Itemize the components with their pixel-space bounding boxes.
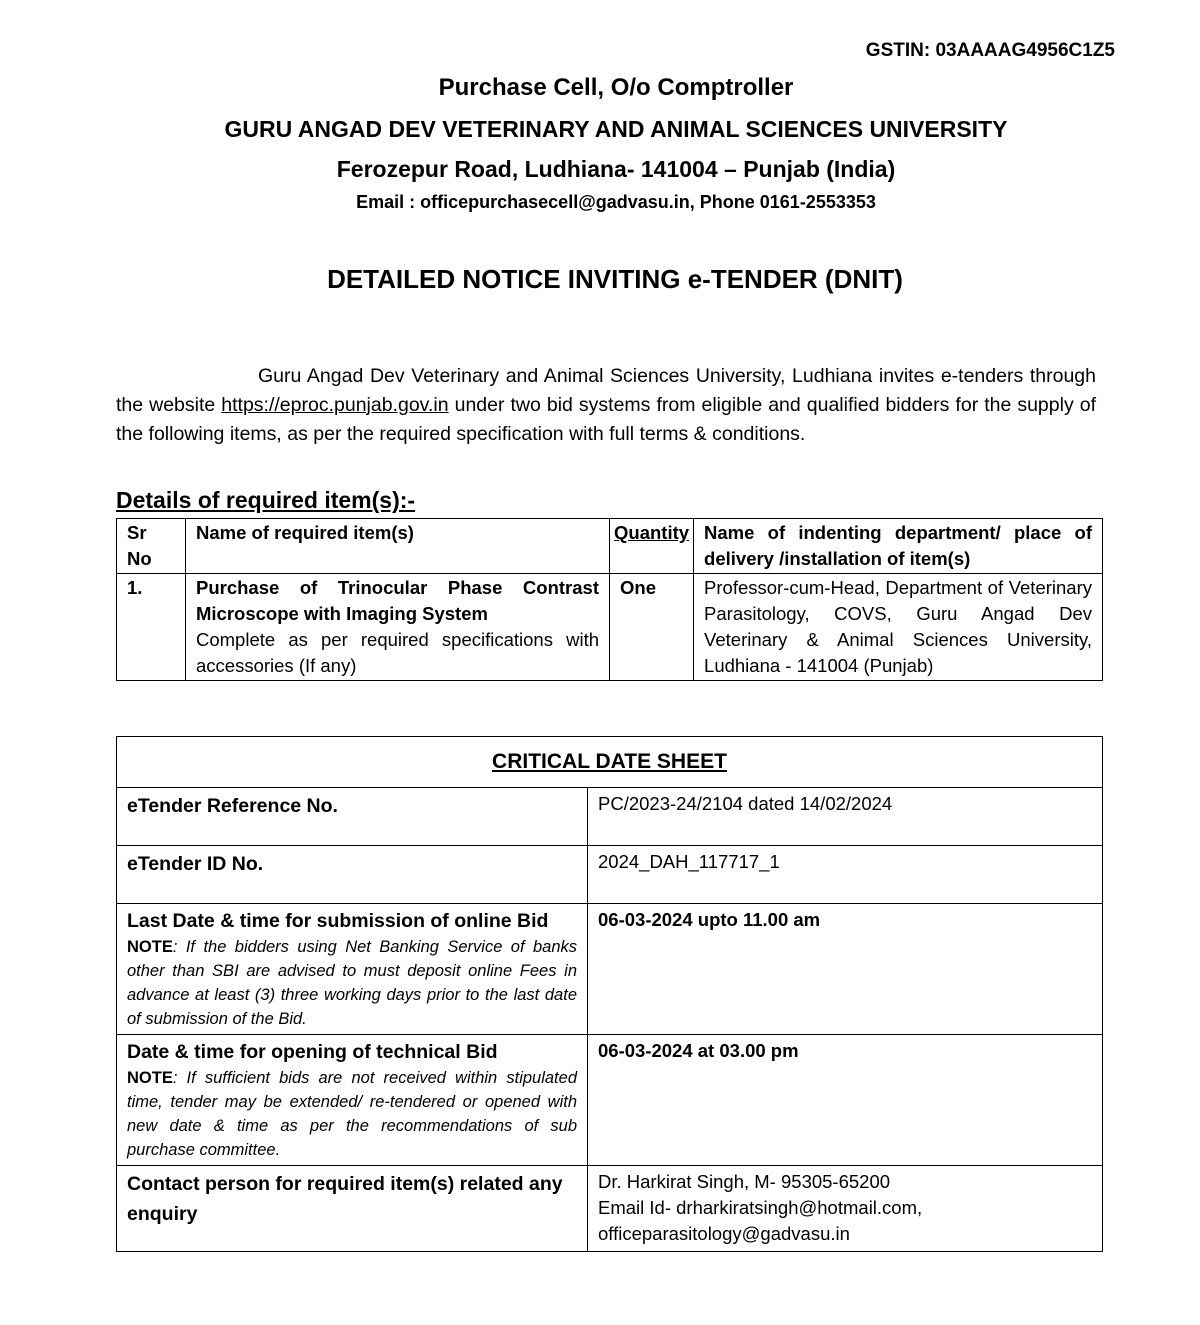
eproc-link[interactable]: https://eproc.punjab.gov.in: [221, 393, 449, 416]
note-label: NOTE: [127, 938, 173, 956]
intro-text-2: under two bid systems from eligible and qualified bidders for the supply of the following items, as per the required specification with full terms & conditions.: [116, 393, 1096, 445]
table-row: [117, 846, 1103, 904]
note-text: : If the bidders using Net Banking Service of banks other than SBI are advised to must deposit online Fees in advance at least (3) three working days prior to the last date of submission of the Bid.: [127, 938, 577, 1028]
contact-email-2[interactable]: officeparasitology@gadvasu.in: [598, 1223, 850, 1244]
table-row: [117, 574, 1103, 681]
critical-date-sheet: [116, 736, 1103, 1252]
tender-id-label: eTender ID No.: [117, 846, 588, 904]
header-department: Name of indenting department/ place of delivery /installation of item(s): [694, 519, 1103, 574]
ref-no-value: PC/2023-24/2104 dated 14/02/2024: [588, 788, 1103, 846]
row-item-title: Purchase of Trinocular Phase Contrast Microscope with Imaging System: [196, 577, 599, 624]
row-item-name: [186, 574, 610, 681]
contact-value: [588, 1166, 1103, 1252]
items-table: [116, 518, 1103, 681]
opening-value: 06-03-2024 at 03.00 pm: [588, 1035, 1103, 1166]
cds-title: CRITICAL DATE SHEET: [117, 737, 1103, 788]
row-quantity: One: [610, 574, 694, 681]
document-title: DETAILED NOTICE INVITING e-TENDER (DNIT): [327, 264, 903, 294]
items-section-title: Details of required item(s):-: [116, 487, 416, 513]
table-row: [117, 904, 1103, 1035]
table-row: [117, 1035, 1103, 1166]
university-name: GURU ANGAD DEV VETERINARY AND ANIMAL SCIENCES UNIVERSITY: [224, 116, 1008, 142]
opening-note: [127, 1066, 577, 1162]
note-label: NOTE: [127, 1069, 173, 1087]
table-row: [117, 788, 1103, 846]
table-row: [117, 1166, 1103, 1252]
submission-cell: [117, 904, 588, 1035]
header-quantity: Quantity: [610, 519, 694, 574]
header-item-name: Name of required item(s): [186, 519, 610, 574]
row-item-description: Complete as per required specifications with accessories (If any): [196, 629, 599, 676]
opening-label: Date & time for opening of technical Bid: [127, 1041, 498, 1063]
contact-line: Email : officepurchasecell@gadvasu.in, Phone 0161-2553353: [356, 192, 876, 212]
opening-cell: [117, 1035, 588, 1166]
contact-label: Contact person for required item(s) related any enquiry: [117, 1166, 588, 1252]
contact-email-1[interactable]: Email Id- drharkiratsingh@hotmail.com,: [598, 1197, 923, 1218]
intro-paragraph: [116, 362, 1096, 449]
ref-no-label: eTender Reference No.: [117, 788, 588, 846]
university-address: Ferozepur Road, Ludhiana- 141004 – Punjab (India): [336, 156, 896, 182]
row-department: Professor-cum-Head, Department of Veterinary Parasitology, COVS, Guru Angad Dev Veterinary & Animal Sciences University, Ludhiana - 141004 (Punjab): [694, 574, 1103, 681]
intro-text-1: Guru Angad Dev Veterinary and Animal Sciences University, Ludhiana invites e-tenders through the website: [116, 364, 1096, 416]
submission-value: 06-03-2024 upto 11.00 am: [588, 904, 1103, 1035]
note-text: : If sufficient bids are not received within stipulated time, tender may be extended/ re-tendered or opened with new date & time as per the recommendations of sub purchase committee.: [127, 1069, 577, 1159]
gstin-number: GSTIN: 03AAAAG4956C1Z5: [865, 40, 1115, 61]
items-table-header-row: [117, 519, 1103, 574]
office-name: Purchase Cell, O/o Comptroller: [438, 74, 794, 101]
submission-label: Last Date & time for submission of online Bid: [127, 910, 549, 932]
tender-id-value: 2024_DAH_117717_1: [588, 846, 1103, 904]
submission-note: [127, 935, 577, 1031]
contact-phone: Dr. Harkirat Singh, M- 95305-65200: [598, 1171, 891, 1192]
cds-header-row: [117, 737, 1103, 788]
row-sr-no: 1.: [117, 574, 186, 681]
header-sr-no: Sr No: [117, 519, 186, 574]
